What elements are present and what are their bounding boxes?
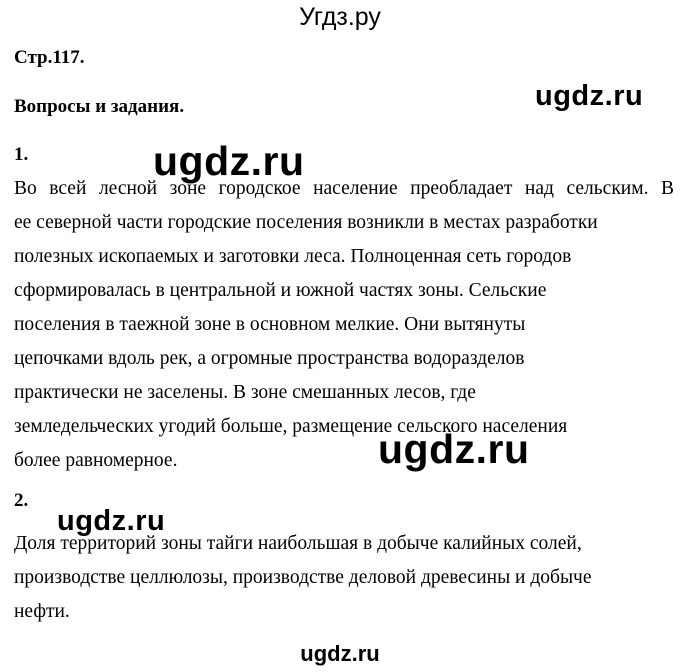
answer-1-line: Во всей лесной зоне городское население преобладает над сельским. В (14, 178, 674, 199)
answer-1-line: цепочками вдоль рек, а огромные пространства водоразделов (14, 348, 525, 369)
watermark: ugdz.ru (378, 426, 530, 472)
answer-1-line: более равномерное. (14, 450, 178, 471)
page-reference: Стр.117. (14, 47, 85, 68)
answer-1-line: сформировалась в центральной и южной частях зоны. Сельские (14, 280, 547, 301)
answer-1-number: 1. (14, 144, 29, 165)
answer-1-line: поселения в таежной зоне в основном мелкие. Они вытянуты (14, 314, 526, 335)
answer-2-line: нефти. (14, 601, 70, 622)
watermark: ugdz.ru (57, 505, 166, 537)
watermark: ugdz.ru (535, 80, 644, 112)
footer-domain: ugdz.ru (300, 641, 380, 666)
answer-2-text (14, 527, 674, 629)
answer-1-line: практически не заселены. В зоне смешанных лесов, где (14, 382, 476, 403)
answer-2-number: 2. (14, 490, 29, 511)
answer-1-line: полезных ископаемых и заготовки леса. Полноценная сеть городов (14, 246, 572, 267)
section-title: Вопросы и задания. (14, 96, 185, 117)
watermark: ugdz.ru (153, 138, 305, 184)
answer-1-line: земледельческих угодий больше, размещение сельского населения (14, 416, 568, 437)
site-title: Угдз.ру (299, 3, 381, 31)
answer-2-line: Доля территорий зоны тайги наибольшая в добыче калийных солей, (14, 533, 582, 554)
answer-2-line: производстве целлюлозы, производстве деловой древесины и добыче (14, 567, 592, 588)
answer-1-line: ее северной части городские поселения возникли в местах разработки (14, 212, 598, 233)
answer-1-text (14, 172, 674, 478)
